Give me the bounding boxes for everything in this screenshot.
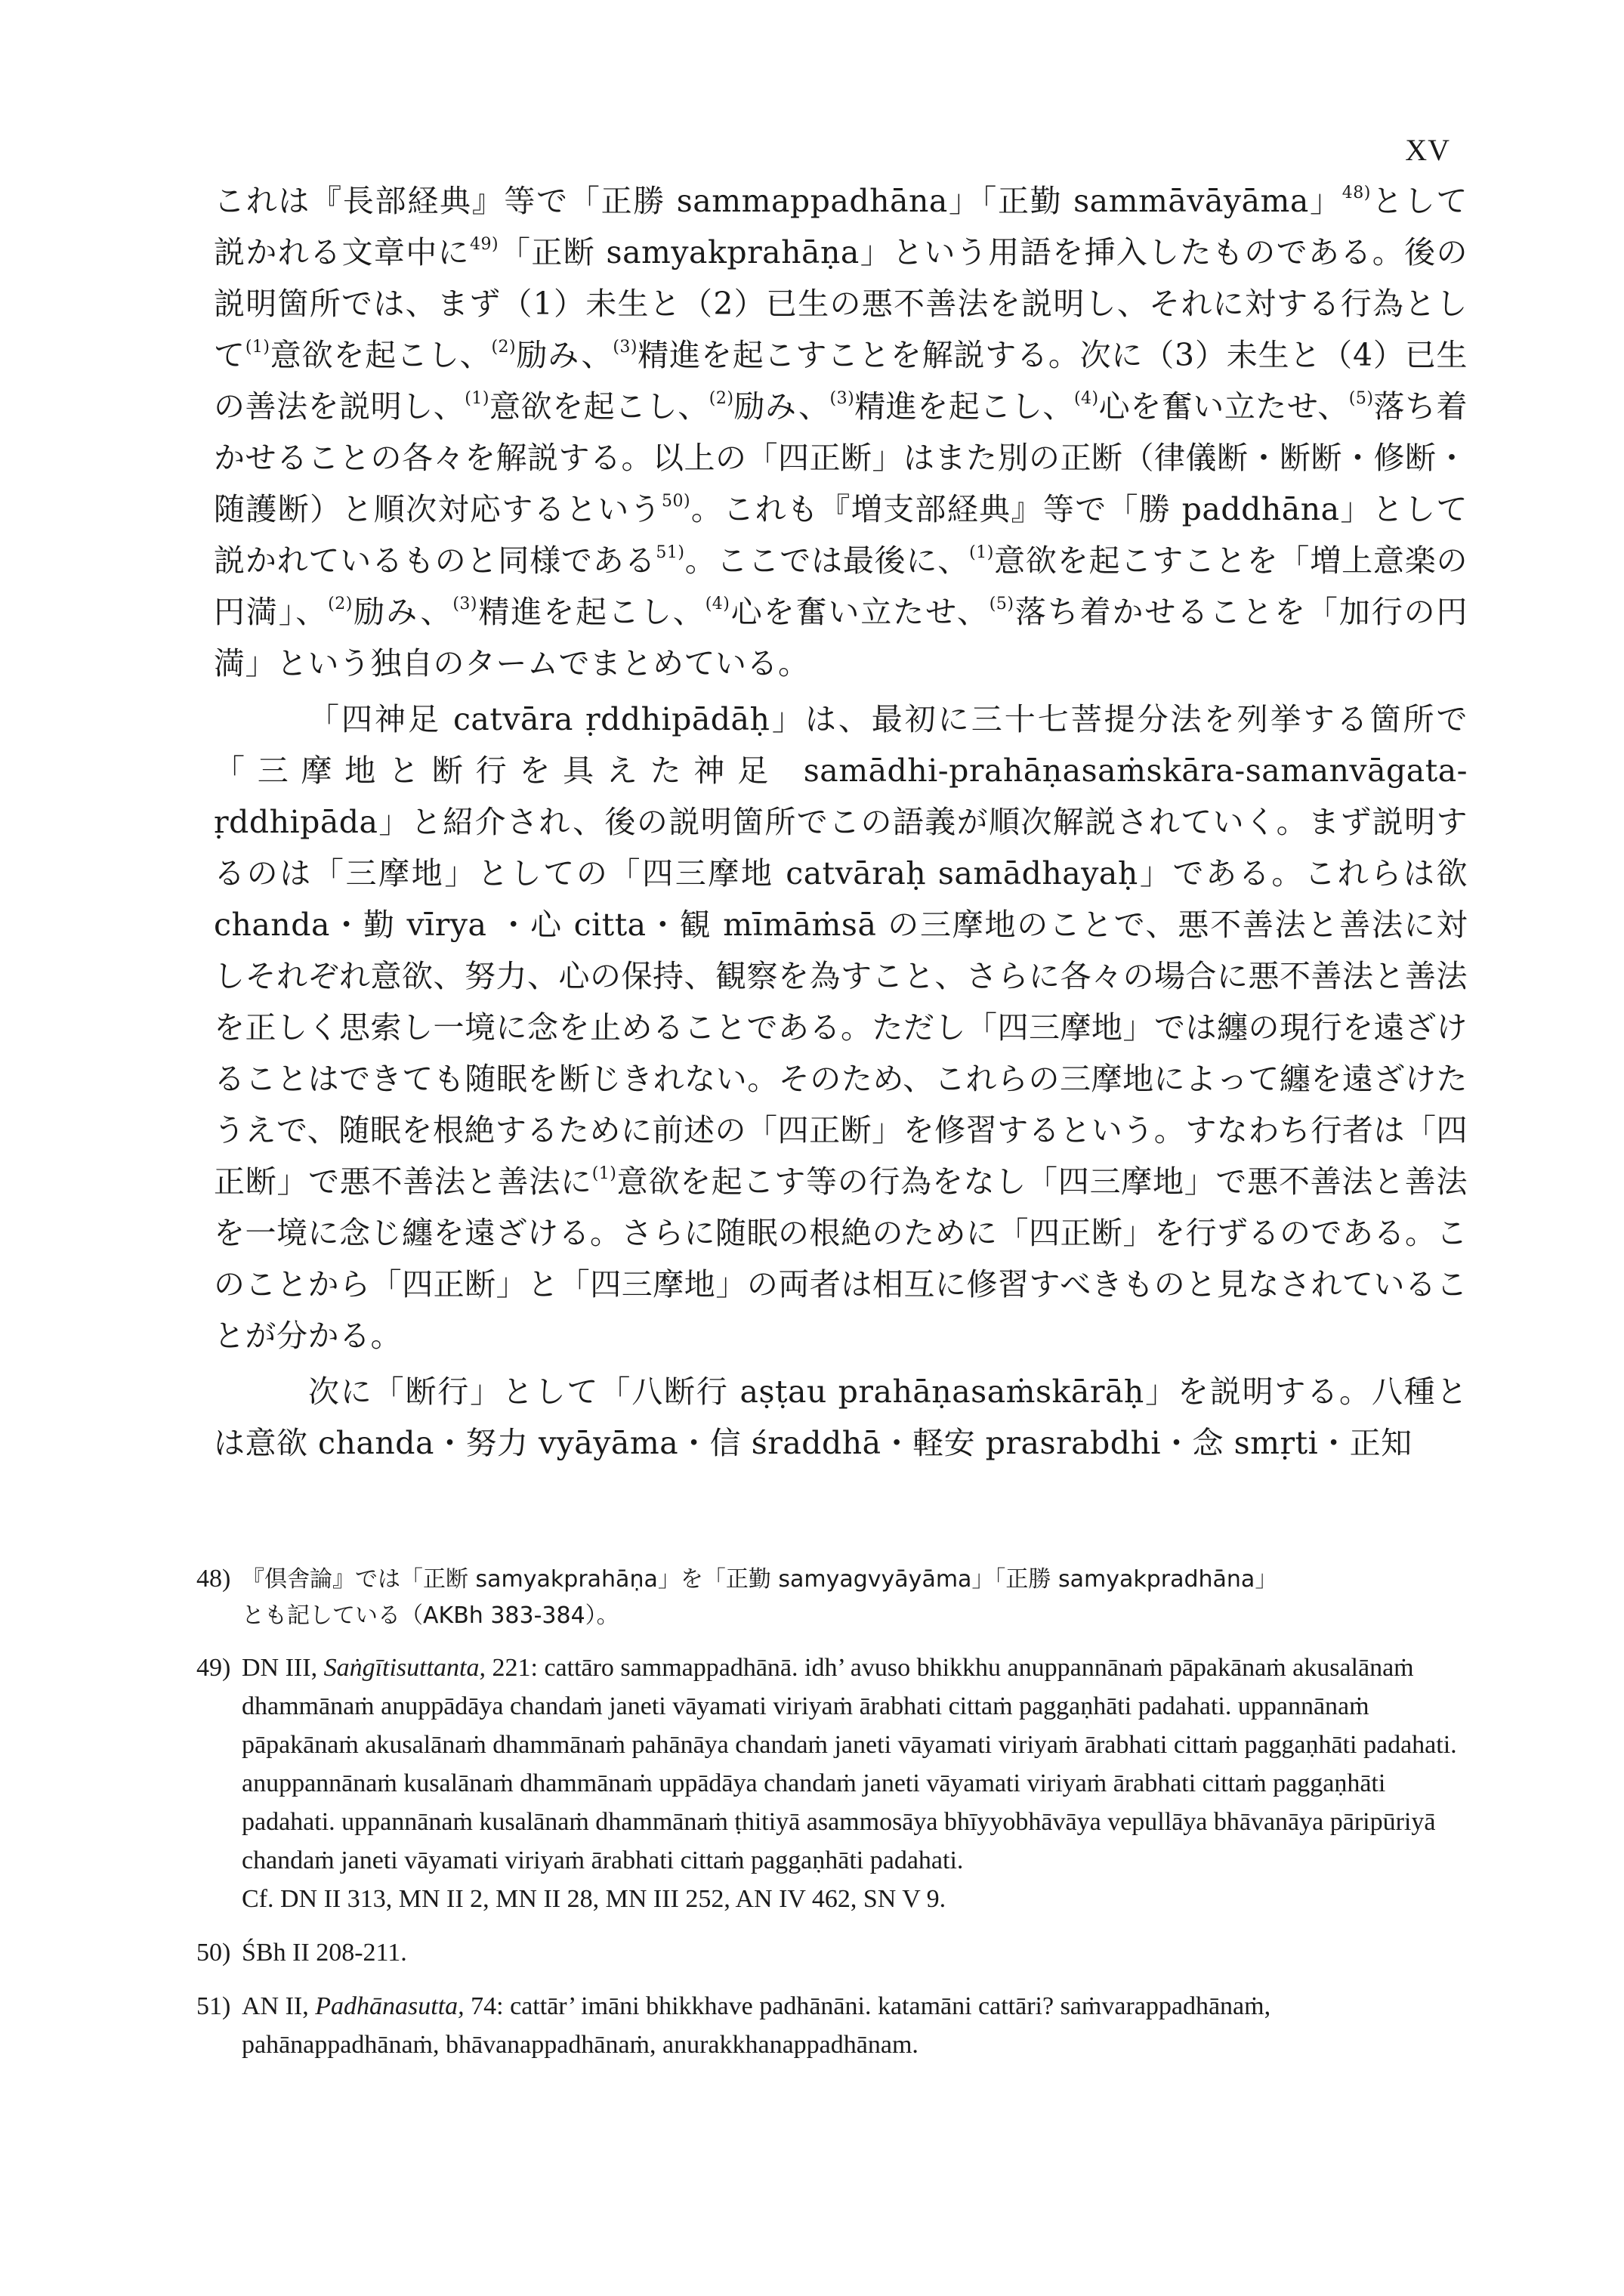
footnote-number: 49) <box>196 1654 231 1682</box>
page-number: XV <box>1405 133 1450 167</box>
text-run: 。これも『増支部経典』等で「勝 paddhāna」として説かれているものと同様である <box>214 491 1468 579</box>
footnote-51 <box>196 1987 1473 2064</box>
item-marker: (3) <box>613 338 638 357</box>
item-marker: (2) <box>491 338 517 357</box>
footnote-ref-50: 50) <box>662 492 691 511</box>
text-run: 「正断 samyakprahāṇa」という用語を挿入したものである。後の説明箇所では、まず（1）未生と（2）已生の悪不善法を説明し、それに対する行為として <box>214 234 1468 373</box>
text-run: 。ここでは最後に、 <box>684 542 970 579</box>
text-run: 励み、 <box>352 594 453 630</box>
text-run: 次に「断行」として「八断行 aṣṭau prahāṇasaṁskārāḥ」を説明する。八種とは意欲 chanda・努力 vyāyāma・信 śraddhā・軽安 prasrabdhi・念 smṛti・正知 <box>214 1374 1468 1461</box>
footnote-ref-48: 48) <box>1341 184 1371 202</box>
text-run: 「四神足 catvāra ṛddhipādāḥ」は、最初に三十七菩提分法を列挙する箇所で「三摩地と断行を具えた神足 samādhi-prahāṇasaṁskāra-samanvāgata-ṛddhipāda」と紹介され、後の説明箇所でこの語義が順次解説されていく。まず説明するのは「三摩地」としての「四三摩地 catvāraḥ samādhayaḥ」である。これらは欲 chanda・勤 vīrya ・心 citta・観 mīmāṁsā の三摩地のことで、悪不善法と善法に対しそれぞれ意欲、努力、心の保持、観察を為すこと、さらに各々の場合に悪不善法と善法を正しく思索し一境に念を止めることである。ただし「四三摩地」では纏の現行を遠ざけることはできても随眠を断じきれない。そのため、これらの三摩地によって纏を遠ざけたうえで、随眠を根絶するために前述の「四正断」を修習するという。すなわち行者は「四正断」で悪不善法と善法に <box>214 701 1468 1200</box>
paragraph-1 <box>214 175 1468 689</box>
text-run: 心を奮い立たせ、 <box>730 594 990 630</box>
footnote-cf: Cf. DN II 313, MN II 2, MN II 28, MN III 252, AN IV 462, SN V 9. <box>242 1885 946 1913</box>
text-run: 意欲を起こし、 <box>270 337 492 373</box>
item-marker: (2) <box>328 595 353 613</box>
item-marker: (4) <box>705 595 730 613</box>
footnote-source: AN II, <box>242 1992 316 2020</box>
text-run: これは『長部経典』等で「正勝 sammappadhāna」「正勤 sammāvāyāma」 <box>214 183 1342 219</box>
footnote-number: 50) <box>196 1939 231 1967</box>
footnote-49 <box>196 1649 1473 1918</box>
item-marker: (1) <box>969 543 994 562</box>
text-run: 励み、 <box>733 388 830 425</box>
item-marker: (1) <box>465 389 489 408</box>
text-run: 落ち着かせることの各々を解説する。以上の「四正断」はまた別の正断（律儀断・断断・修断・随護断）と順次対応するという <box>214 388 1468 527</box>
item-marker: (3) <box>829 389 855 408</box>
footnote-title: Saṅgītisuttanta, <box>323 1654 486 1682</box>
text-run: 精進を起こし、 <box>854 388 1074 425</box>
footnote-source: DN III, <box>242 1654 324 1682</box>
footnote-text: 221: cattāro sammappadhānā. idh’ avuso bhikkhu anuppannānaṁ pāpakānaṁ akusalānaṁ dhammānaṁ anuppādāya chandaṁ janeti vāyamati viriyaṁ ārabhati cittaṁ paggaṇhāti padahati. uppannānaṁ pāpakānaṁ akusalānaṁ dhammānaṁ pahānāya chandaṁ janeti vāyamati viriyaṁ ārabhati cittaṁ paggaṇhāti padahati. anuppannānaṁ kusalānaṁ dhammānaṁ uppādāya chandaṁ janeti vāyamati viriyaṁ ārabhati cittaṁ paggaṇhāti padahati. uppannānaṁ kusalānaṁ dhammānaṁ ṭhitiyā asammosāya bhīyyobhāvāya vepullāya bhāvanāya pāripūriyā chandaṁ janeti vāyamati viriyaṁ ārabhati cittaṁ paggaṇhāti padahati. <box>242 1654 1457 1874</box>
text-run: 精進を起こすことを解説する。次に（3）未生と（4）已生の善法を説明し、 <box>214 337 1468 425</box>
item-marker: (1) <box>245 338 270 357</box>
paragraph-2 <box>214 694 1468 1361</box>
text-run: 意欲を起こす等の行為をなし「四三摩地」で悪不善法と善法を一境に念じ纏を遠ざける。さらに随眠の根絶のために「四正断」を行ずるのである。このことから「四正断」と「四三摩地」の両者は相互に修習すべきものと見なされていることが分かる。 <box>214 1163 1468 1354</box>
paragraph-3 <box>214 1366 1468 1469</box>
item-marker: (2) <box>709 389 734 408</box>
text-run: 励み、 <box>516 337 613 373</box>
footnotes <box>196 1561 1473 2079</box>
item-marker: (5) <box>1348 389 1374 408</box>
footnote-number: 48) <box>196 1565 231 1593</box>
footnote-text: 『倶舎論』では「正断 samyakprahāṇa」を「正勤 samyagvyāyāma」「正勝 samyakpradhāna」 <box>242 1566 1278 1593</box>
footnote-text: とも記している（AKBh 383-384）。 <box>242 1602 619 1629</box>
text-run: として説かれる文章中に <box>214 183 1468 270</box>
item-marker: (5) <box>989 595 1014 613</box>
footnote-number: 51) <box>196 1992 231 2020</box>
text-run: 精進を起こし、 <box>477 594 705 630</box>
item-marker: (3) <box>452 595 478 613</box>
footnote-48 <box>196 1561 1473 1633</box>
text-run: 意欲を起こすことを「増上意楽の円満」、 <box>214 542 1468 630</box>
item-marker: (4) <box>1073 389 1099 408</box>
footnote-50 <box>196 1933 1473 1972</box>
footnote-ref-51: 51) <box>656 543 685 562</box>
item-marker: (1) <box>591 1164 617 1183</box>
text-run: 落ち着かせることを「加行の円満」という独自のタームでまとめている。 <box>214 594 1468 681</box>
footnote-text: ŚBh II 208-211. <box>242 1939 407 1967</box>
footnote-text: 74: cattār’ imāni bhikkhave padhānāni. katamāni cattāri? saṁvarappadhānaṁ, pahānappadhānaṁ, bhāvanappadhānaṁ, anurakkhanappadhānam. <box>242 1992 1271 2059</box>
main-text <box>214 175 1468 1469</box>
footnote-ref-49: 49) <box>470 235 499 254</box>
footnote-title: Padhānasutta, <box>315 1992 465 2020</box>
text-run: 心を奮い立たせ、 <box>1098 388 1349 425</box>
text-run: 意欲を起こし、 <box>489 388 709 425</box>
